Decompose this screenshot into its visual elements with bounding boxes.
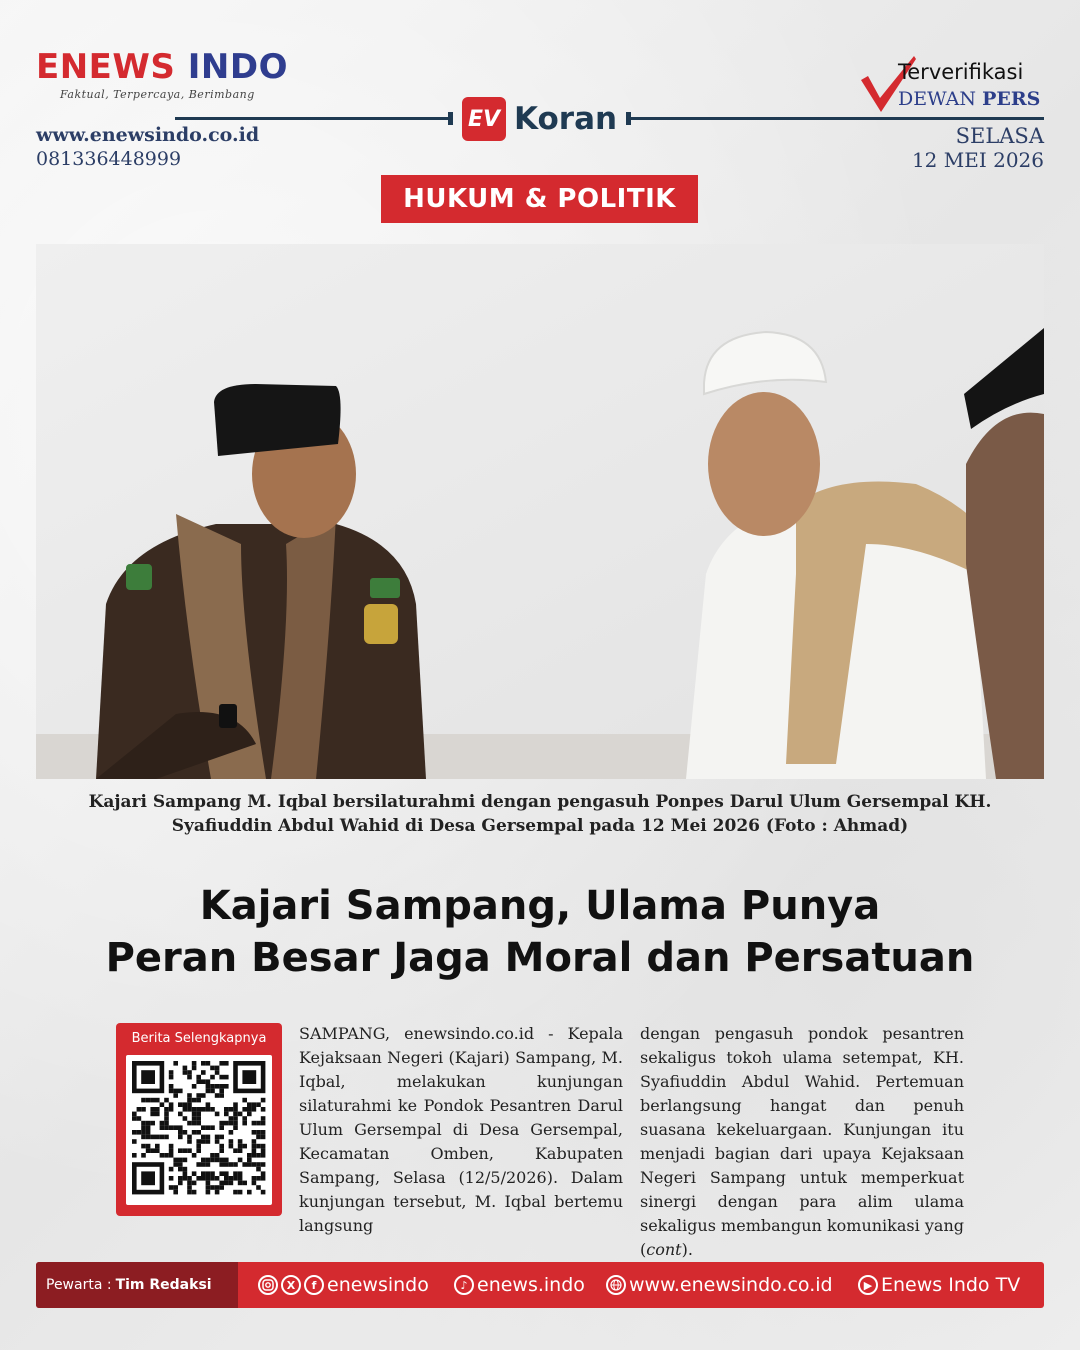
qr-code-icon[interactable]: [126, 1055, 272, 1205]
youtube-icon[interactable]: ▶: [858, 1275, 878, 1295]
continued-marker: cont: [646, 1240, 682, 1259]
qr-code-pattern: [126, 1055, 272, 1205]
publish-date: 12 MEI 2026: [911, 148, 1044, 172]
header-divider-right: [628, 117, 1044, 120]
qr-title: Berita Selengkapnya: [131, 1031, 267, 1046]
divider-cap-right: [626, 112, 631, 125]
header-phone: 081336448999: [36, 148, 182, 170]
facebook-icon[interactable]: f: [304, 1275, 324, 1295]
news-photo: [36, 244, 1044, 779]
tiktok-icon[interactable]: ♪: [454, 1275, 474, 1295]
article-column-1: SAMPANG, enewsindo.co.id - Kepala Kejaksaan Negeri (Kajari) Sampang, M. Iqbal, melakukan kunjungan silaturahmi ke Pondok Pesantren Darul Ulum Gersempal di Desa Gersempal, Kecamatan Omben, Kabupaten Sampang, Selasa (12/5/2026). Dalam kunjungan tersebut, M. Iqbal bertemu langsung: [299, 1024, 623, 1235]
website-link[interactable]: [606, 1262, 833, 1308]
youtube-link[interactable]: [858, 1262, 1020, 1308]
verified-line1: Terverifikasi: [898, 60, 1024, 84]
category-badge: HUKUM & POLITIK: [381, 175, 698, 223]
article-column-2: dengan pengasuh pondok pesantren sekaligus tokoh ulama setempat, KH. Syafiuddin Abdul Wahid. Pertemuan berlangsung hangat dan penuh suasana kekeluargaan. Kunjungan itu menjadi bagian dari upaya Kejaksaan Negeri Sampang untuk memperkuat sinergi dengan para alim ulama sekaligus membangun komunikasi yang (cont).: [640, 1024, 964, 1259]
tiktok-link[interactable]: [454, 1262, 585, 1308]
qr-card[interactable]: [116, 1023, 282, 1216]
verified-line2-a: DEWAN: [898, 88, 977, 110]
photo-illustration: [36, 244, 1044, 779]
x-icon[interactable]: X: [281, 1275, 301, 1295]
verified-line2-b: PERS: [982, 88, 1041, 110]
header-website: www.enewsindo.co.id: [36, 124, 260, 146]
publish-day: SELASA: [955, 124, 1044, 148]
header-divider-left: [175, 117, 450, 120]
social-links[interactable]: [258, 1262, 429, 1308]
footer-website[interactable]: www.enewsindo.co.id: [629, 1274, 833, 1296]
reporter-credit: [36, 1262, 238, 1308]
reporter-label: Pewarta :: [46, 1277, 112, 1293]
instagram-icon[interactable]: [258, 1275, 278, 1295]
footer-bar: [36, 1262, 1044, 1308]
social-handle[interactable]: enewsindo: [327, 1274, 429, 1296]
article-column-2-text: dengan pengasuh pondok pesantren sekaligus tokoh ulama setempat, KH. Syafiuddin Abdul Wahid. Pertemuan berlangsung hangat dan penuh suasana kekeluargaan. Kunjungan itu menjadi bagian dari upaya Kejaksaan Negeri Sampang untuk memperkuat sinergi dengan para alim ulama sekaligus membangun komunikasi yang: [640, 1024, 964, 1235]
verified-line2: [898, 88, 1040, 110]
headline-line2: Peran Besar Jaga Moral dan Persatuan: [105, 935, 975, 981]
reporter-name: Tim Redaksi: [115, 1277, 212, 1293]
brand-tagline: Faktual, Terpercaya, Berimbang: [60, 88, 255, 101]
section-title: Koran: [514, 101, 618, 137]
headline-line1: Kajari Sampang, Ulama Punya: [199, 883, 881, 929]
verified-badge: [858, 54, 1048, 114]
brand-logo: [36, 48, 288, 86]
youtube-channel[interactable]: Enews Indo TV: [881, 1274, 1021, 1296]
tiktok-handle[interactable]: enews.indo: [477, 1274, 585, 1296]
ev-logo-icon: EV: [462, 97, 506, 141]
photo-caption: Kajari Sampang M. Iqbal bersilaturahmi dengan pengasuh Ponpes Darul Ulum Gersempal KH. Syafiuddin Abdul Wahid di Desa Gersempal pada 12 Mei 2026 (Foto : Ahmad): [88, 792, 992, 836]
globe-icon[interactable]: [606, 1275, 626, 1295]
divider-cap-left: [448, 112, 453, 125]
brand-part2: INDO: [187, 47, 288, 87]
brand-part1: ENEWS: [36, 47, 176, 87]
headline: [40, 880, 1040, 984]
